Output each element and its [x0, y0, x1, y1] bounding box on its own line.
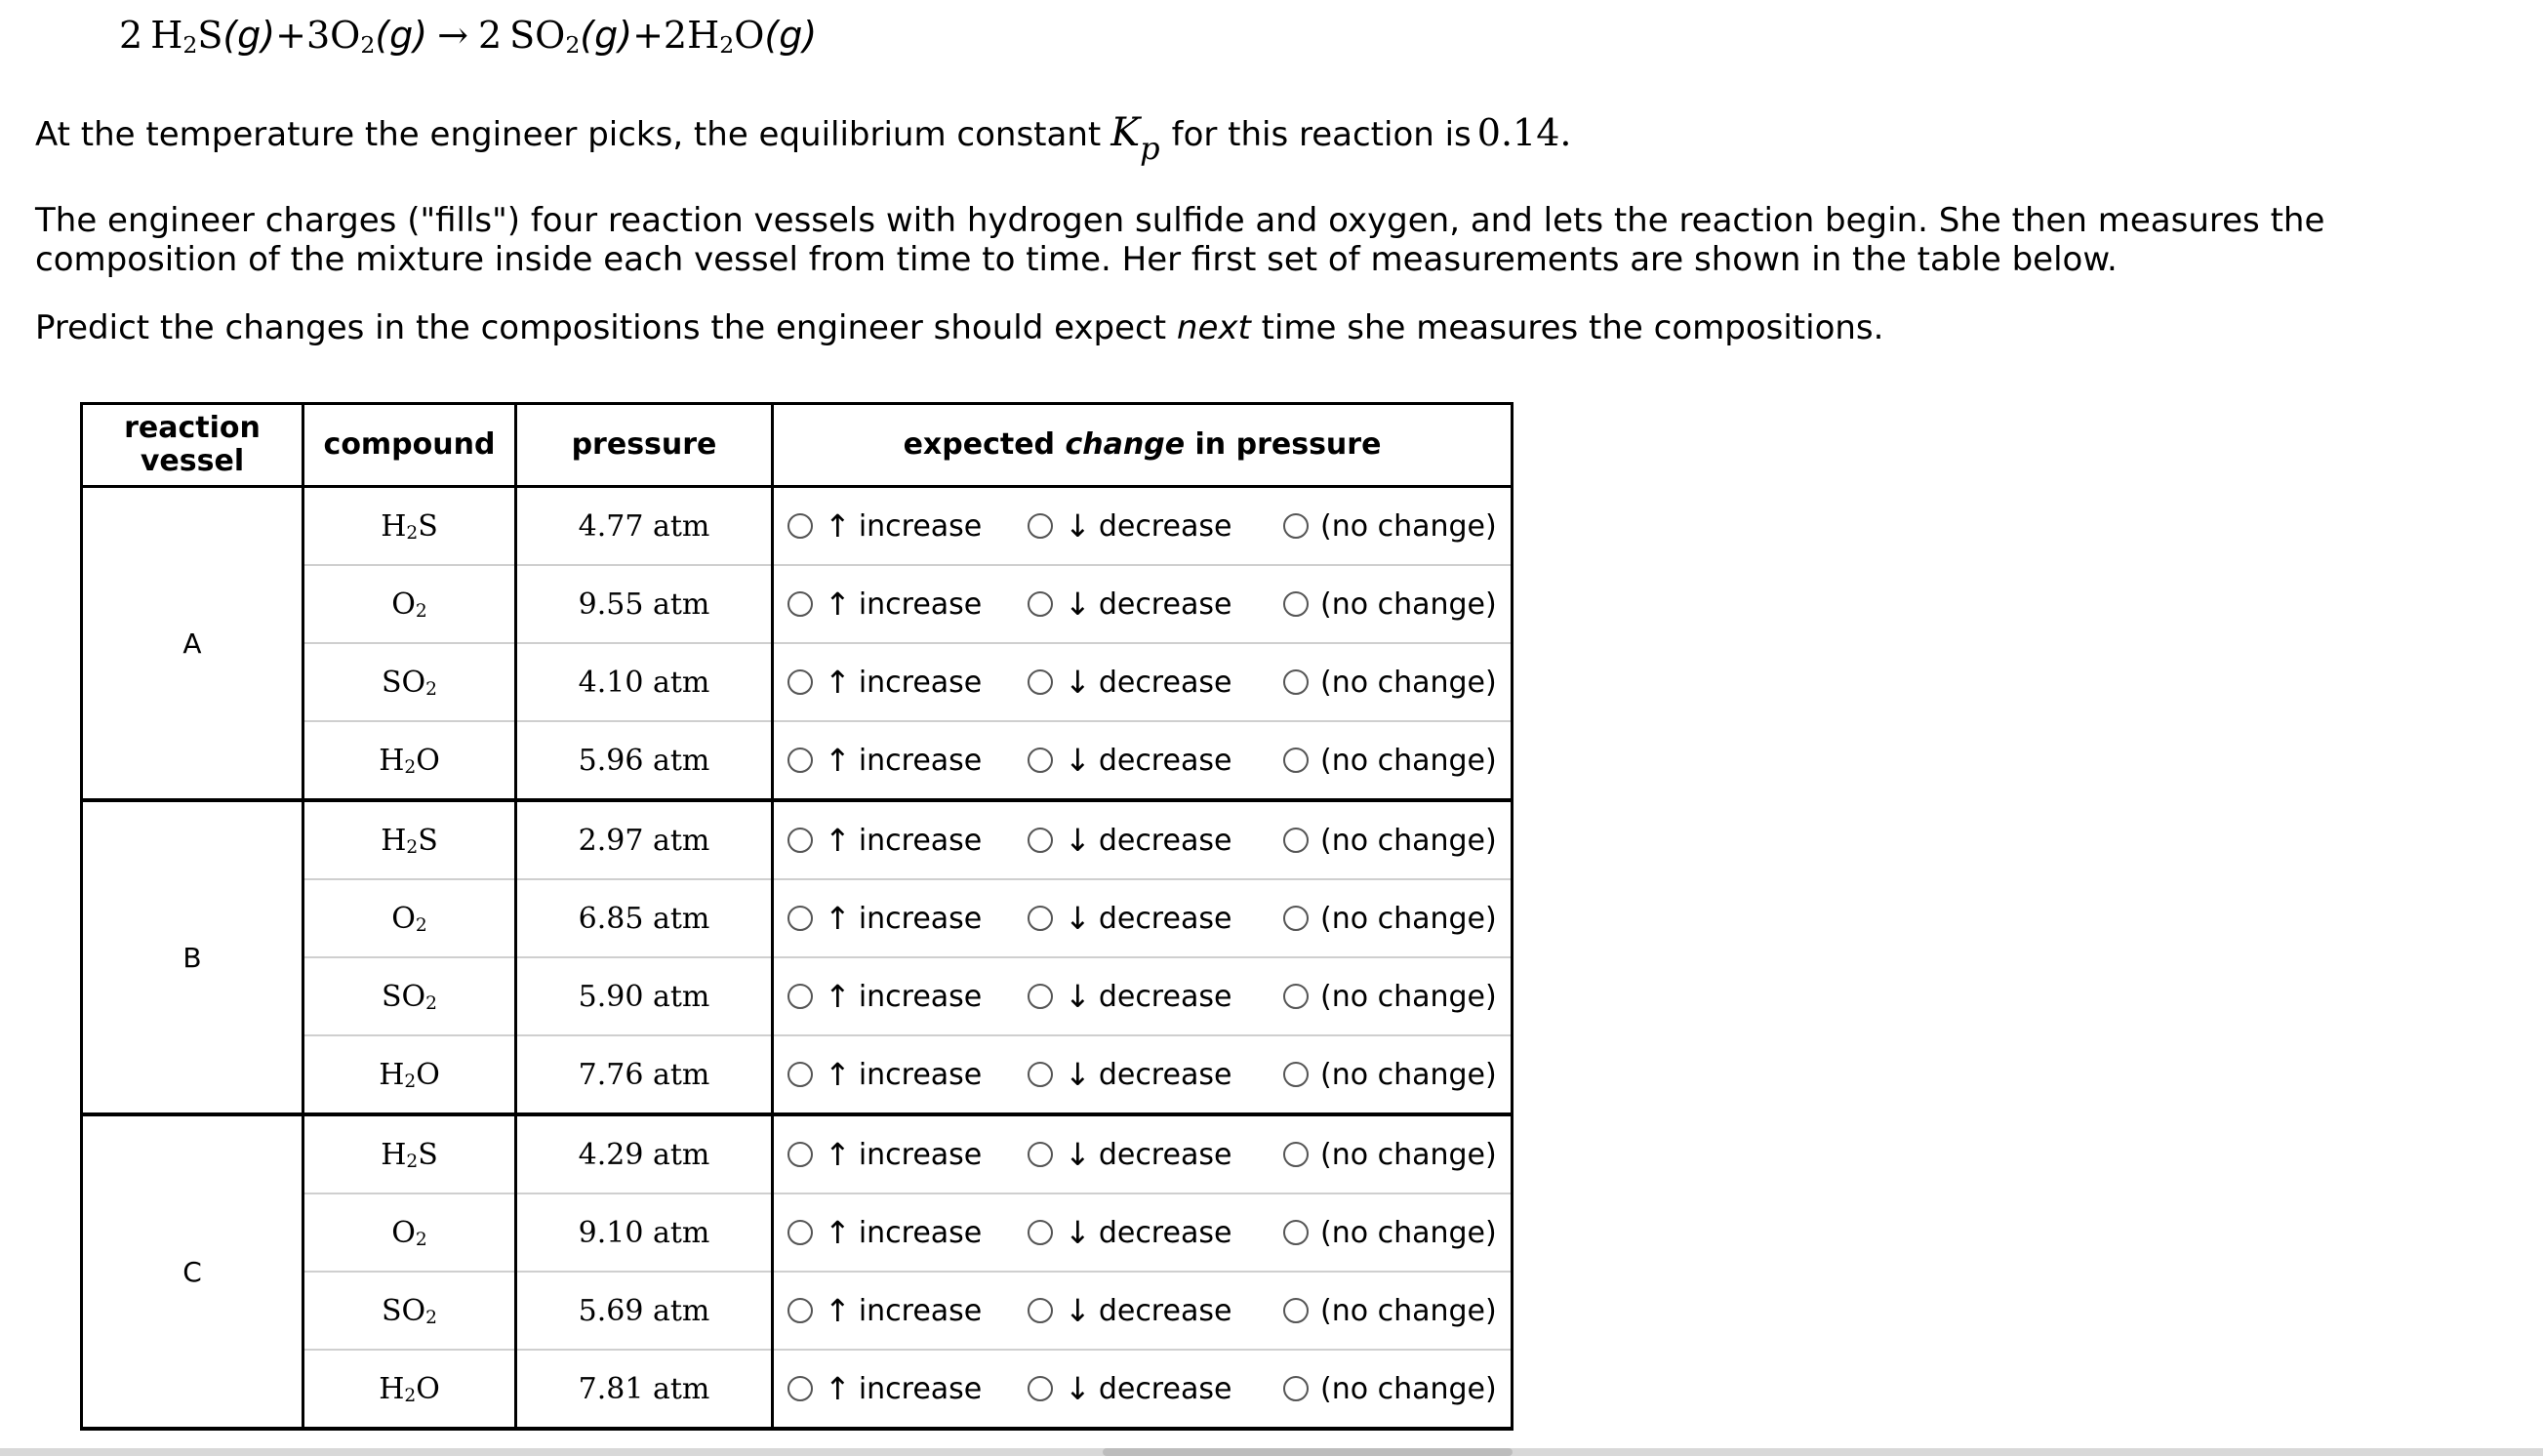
vessel-c-h2o-increase-option[interactable] — [787, 1370, 1028, 1407]
table-row — [82, 800, 1513, 879]
increase-label: increase — [858, 823, 983, 858]
up-arrow-icon: ↑ — [825, 1292, 851, 1329]
no-change-label: (no change) — [1320, 1371, 1497, 1406]
coef-o2: 3 — [305, 14, 331, 57]
down-arrow-icon: ↓ — [1065, 1056, 1091, 1093]
vessel-a-o2-decrease-option[interactable] — [1028, 586, 1283, 623]
no-change-label: (no change) — [1320, 1293, 1497, 1328]
change-choices — [773, 643, 1513, 721]
vessel-c-h2s-decrease-option[interactable] — [1028, 1136, 1283, 1173]
pressure-cell: 5.69 atm — [516, 1272, 773, 1350]
pressure-cell: 9.10 atm — [516, 1193, 773, 1272]
down-arrow-icon: ↓ — [1065, 507, 1091, 545]
vessel-c-o2-decrease-option[interactable] — [1028, 1214, 1283, 1251]
down-arrow-icon: ↓ — [1065, 900, 1091, 937]
vessel-c-h2s-no-change-option[interactable] — [1283, 1138, 1508, 1172]
state-h2s: (g) — [222, 14, 276, 57]
change-choices — [773, 800, 1513, 879]
vessel-b-h2o-no-change-option[interactable] — [1283, 1058, 1508, 1092]
no-change-label: (no change) — [1320, 979, 1497, 1014]
table-row — [82, 1114, 1513, 1193]
vessel-b-h2s-decrease-option[interactable] — [1028, 822, 1283, 859]
coef-h2o: 2 — [663, 14, 688, 57]
vessel-a-so2-decrease-option[interactable] — [1028, 664, 1283, 701]
kp-symbol: $K_p$ — [1110, 110, 1160, 168]
down-arrow-icon: ↓ — [1065, 664, 1091, 701]
vessel-label-a: A — [82, 487, 303, 801]
decrease-label: decrease — [1098, 1215, 1232, 1250]
vessel-c-so2-no-change-option[interactable] — [1283, 1294, 1508, 1328]
change-choices — [773, 565, 1513, 643]
vessel-c-h2o-no-change-option[interactable] — [1283, 1372, 1508, 1406]
horizontal-scrollbar[interactable] — [0, 1448, 2543, 1456]
coef-so2: 2 — [477, 14, 503, 57]
vessel-b-h2o-increase-option[interactable] — [787, 1056, 1028, 1093]
radio-button[interactable] — [1283, 1298, 1309, 1323]
vessel-label-b: B — [82, 800, 303, 1114]
radio-button[interactable] — [1283, 669, 1309, 695]
header-pressure: pressure — [516, 404, 773, 487]
increase-label: increase — [858, 1371, 983, 1406]
increase-label: increase — [858, 743, 983, 778]
no-change-label: (no change) — [1320, 1057, 1497, 1092]
vessel-b-o2-increase-option[interactable] — [787, 900, 1028, 937]
radio-button[interactable] — [1028, 1298, 1053, 1323]
radio-button[interactable] — [787, 1298, 813, 1323]
radio-button[interactable] — [1028, 1220, 1053, 1245]
compound-cell: $O_2$ — [303, 565, 516, 643]
radio-button[interactable] — [1028, 906, 1053, 931]
radio-button[interactable] — [1028, 748, 1053, 773]
radio-button[interactable] — [1028, 984, 1053, 1009]
down-arrow-icon: ↓ — [1065, 822, 1091, 859]
vessel-c-so2-decrease-option[interactable] — [1028, 1292, 1283, 1329]
down-arrow-icon: ↓ — [1065, 586, 1091, 623]
change-choices — [773, 487, 1513, 566]
vessel-a-so2-no-change-option[interactable] — [1283, 666, 1508, 700]
change-choices — [773, 1035, 1513, 1114]
pressure-cell: 7.76 atm — [516, 1035, 773, 1114]
fill-description: The engineer charges ("fills") four reaction vessels with hydrogen sulfide and oxygen, and lets the reaction begin. She then measures the composition of the mixture inside each vessel from time to time. Her first set of measurements are shown in the table below. — [35, 201, 2325, 279]
change-choices — [773, 1350, 1513, 1429]
header-compound: compound — [303, 404, 516, 487]
pressure-cell: 9.55 atm — [516, 565, 773, 643]
increase-label: increase — [858, 1057, 983, 1092]
compound-cell: $O_2$ — [303, 879, 516, 957]
compound-cell: $H_2S$ — [303, 487, 516, 566]
increase-label: increase — [858, 508, 983, 544]
reaction-equation — [119, 14, 817, 57]
vessel-a-h2o-increase-option[interactable] — [787, 742, 1028, 779]
decrease-label: decrease — [1098, 979, 1232, 1014]
radio-button[interactable] — [787, 748, 813, 773]
vessel-c-h2s-increase-option[interactable] — [787, 1136, 1028, 1173]
vessel-a-h2s-decrease-option[interactable] — [1028, 507, 1283, 545]
table-row — [82, 487, 1513, 566]
down-arrow-icon: ↓ — [1065, 1214, 1091, 1251]
vessel-b-h2s-increase-option[interactable] — [787, 822, 1028, 859]
radio-button[interactable] — [1283, 748, 1309, 773]
radio-button[interactable] — [787, 906, 813, 931]
pressure-cell: 4.77 atm — [516, 487, 773, 566]
radio-button[interactable] — [787, 513, 813, 539]
vessel-b-h2s-no-change-option[interactable] — [1283, 824, 1508, 858]
no-change-label: (no change) — [1320, 1215, 1497, 1250]
down-arrow-icon: ↓ — [1065, 742, 1091, 779]
no-change-label: (no change) — [1320, 901, 1497, 936]
compound-cell: $H_2O$ — [303, 1035, 516, 1114]
radio-button[interactable] — [1028, 1376, 1053, 1401]
change-choices — [773, 957, 1513, 1035]
up-arrow-icon: ↑ — [825, 664, 851, 701]
radio-button[interactable] — [787, 984, 813, 1009]
compound-cell: $H_2O$ — [303, 1350, 516, 1429]
decrease-label: decrease — [1098, 586, 1232, 622]
change-choices — [773, 1193, 1513, 1272]
vessel-a-h2o-decrease-option[interactable] — [1028, 742, 1283, 779]
radio-button[interactable] — [1028, 1062, 1053, 1087]
table-body — [82, 487, 1513, 1430]
no-change-label: (no change) — [1320, 743, 1497, 778]
radio-button[interactable] — [1283, 1376, 1309, 1401]
up-arrow-icon: ↑ — [825, 1056, 851, 1093]
reaction-arrow: → — [437, 14, 468, 57]
pressure-cell: 7.81 atm — [516, 1350, 773, 1429]
decrease-label: decrease — [1098, 823, 1232, 858]
radio-button[interactable] — [787, 1376, 813, 1401]
radio-button[interactable] — [1283, 828, 1309, 853]
vessel-c-o2-increase-option[interactable] — [787, 1214, 1028, 1251]
plus-1: + — [275, 14, 306, 57]
radio-button[interactable] — [1028, 513, 1053, 539]
decrease-label: decrease — [1098, 901, 1232, 936]
increase-label: increase — [858, 1137, 983, 1172]
no-change-label: (no change) — [1320, 586, 1497, 622]
compound-cell: $H_2O$ — [303, 721, 516, 800]
header-reaction-vessel: reaction vessel — [82, 404, 303, 487]
decrease-label: decrease — [1098, 1371, 1232, 1406]
vessel-b-o2-no-change-option[interactable] — [1283, 902, 1508, 936]
vessel-b-so2-no-change-option[interactable] — [1283, 980, 1508, 1014]
radio-button[interactable] — [787, 1220, 813, 1245]
radio-button[interactable] — [1283, 1142, 1309, 1167]
radio-button[interactable] — [1028, 1142, 1053, 1167]
state-so2: (g) — [580, 14, 633, 57]
radio-button[interactable] — [787, 669, 813, 695]
change-choices — [773, 1272, 1513, 1350]
change-choices — [773, 1114, 1513, 1193]
vessel-a-o2-increase-option[interactable] — [787, 586, 1028, 623]
radio-button[interactable] — [1283, 513, 1309, 539]
decrease-label: decrease — [1098, 1057, 1232, 1092]
decrease-label: decrease — [1098, 665, 1232, 700]
formula-h2s: $H_2S$ — [150, 14, 223, 59]
kp-statement: At the temperature the engineer picks, the equilibrium constant $K_p$ for this reaction is 0.14. — [35, 110, 1572, 168]
compound-cell: $SO_2$ — [303, 957, 516, 1035]
vessel-c-o2-no-change-option[interactable] — [1283, 1216, 1508, 1250]
vessel-a-h2s-no-change-option[interactable] — [1283, 509, 1508, 544]
radio-button[interactable] — [1028, 669, 1053, 695]
radio-button[interactable] — [1028, 591, 1053, 617]
composition-table — [80, 402, 1514, 1431]
decrease-label: decrease — [1098, 743, 1232, 778]
up-arrow-icon: ↑ — [825, 742, 851, 779]
plus-2: + — [632, 14, 664, 57]
state-h2o: (g) — [764, 14, 818, 57]
no-change-label: (no change) — [1320, 823, 1497, 858]
up-arrow-icon: ↑ — [825, 1136, 851, 1173]
formula-h2o: $H_2O$ — [687, 14, 765, 59]
pressure-cell: 4.10 atm — [516, 643, 773, 721]
radio-button[interactable] — [1283, 591, 1309, 617]
compound-cell: $H_2S$ — [303, 800, 516, 879]
vessel-a-o2-no-change-option[interactable] — [1283, 587, 1508, 622]
pressure-cell: 5.90 atm — [516, 957, 773, 1035]
formula-so2: $SO_2$ — [509, 14, 581, 59]
radio-button[interactable] — [787, 591, 813, 617]
scrollbar-thumb[interactable] — [1103, 1448, 1513, 1456]
radio-button[interactable] — [787, 1142, 813, 1167]
vessel-c-so2-increase-option[interactable] — [787, 1292, 1028, 1329]
decrease-label: decrease — [1098, 1293, 1232, 1328]
radio-button[interactable] — [787, 1062, 813, 1087]
no-change-label: (no change) — [1320, 665, 1497, 700]
vessel-b-o2-decrease-option[interactable] — [1028, 900, 1283, 937]
up-arrow-icon: ↑ — [825, 900, 851, 937]
up-arrow-icon: ↑ — [825, 822, 851, 859]
radio-button[interactable] — [1283, 1062, 1309, 1087]
decrease-label: decrease — [1098, 508, 1232, 544]
pressure-cell: 4.29 atm — [516, 1114, 773, 1193]
kp-value: 0.14. — [1476, 111, 1572, 154]
change-choices — [773, 721, 1513, 800]
increase-label: increase — [858, 586, 983, 622]
increase-label: increase — [858, 901, 983, 936]
radio-button[interactable] — [787, 828, 813, 853]
table-header-row — [82, 404, 1513, 487]
state-o2: (g) — [375, 14, 428, 57]
radio-button[interactable] — [1283, 906, 1309, 931]
header-expected-change: expected change in pressure — [773, 404, 1513, 487]
pressure-cell: 5.96 atm — [516, 721, 773, 800]
compound-cell: $O_2$ — [303, 1193, 516, 1272]
vessel-b-h2o-decrease-option[interactable] — [1028, 1056, 1283, 1093]
vessel-a-h2s-increase-option[interactable] — [787, 507, 1028, 545]
no-change-label: (no change) — [1320, 508, 1497, 544]
increase-label: increase — [858, 979, 983, 1014]
formula-o2: $O_2$ — [330, 14, 376, 59]
down-arrow-icon: ↓ — [1065, 1136, 1091, 1173]
radio-button[interactable] — [1283, 1220, 1309, 1245]
up-arrow-icon: ↑ — [825, 586, 851, 623]
up-arrow-icon: ↑ — [825, 978, 851, 1015]
prediction-prompt: Predict the changes in the compositions the engineer should expect next time she measures the compositions. — [35, 308, 1884, 347]
compound-cell: $H_2S$ — [303, 1114, 516, 1193]
down-arrow-icon: ↓ — [1065, 1292, 1091, 1329]
change-choices — [773, 879, 1513, 957]
vessel-a-h2o-no-change-option[interactable] — [1283, 744, 1508, 778]
increase-label: increase — [858, 1215, 983, 1250]
coef-h2s: 2 — [119, 14, 143, 57]
down-arrow-icon: ↓ — [1065, 978, 1091, 1015]
vessel-c-h2o-decrease-option[interactable] — [1028, 1370, 1283, 1407]
compound-cell: $SO_2$ — [303, 1272, 516, 1350]
vessel-b-so2-decrease-option[interactable] — [1028, 978, 1283, 1015]
up-arrow-icon: ↑ — [825, 1214, 851, 1251]
pressure-cell: 6.85 atm — [516, 879, 773, 957]
no-change-label: (no change) — [1320, 1137, 1497, 1172]
compound-cell: $SO_2$ — [303, 643, 516, 721]
pressure-cell: 2.97 atm — [516, 800, 773, 879]
radio-button[interactable] — [1028, 828, 1053, 853]
vessel-label-c: C — [82, 1114, 303, 1429]
increase-label: increase — [858, 1293, 983, 1328]
decrease-label: decrease — [1098, 1137, 1232, 1172]
vessel-b-so2-increase-option[interactable] — [787, 978, 1028, 1015]
up-arrow-icon: ↑ — [825, 1370, 851, 1407]
up-arrow-icon: ↑ — [825, 507, 851, 545]
radio-button[interactable] — [1283, 984, 1309, 1009]
vessel-a-so2-increase-option[interactable] — [787, 664, 1028, 701]
increase-label: increase — [858, 665, 983, 700]
down-arrow-icon: ↓ — [1065, 1370, 1091, 1407]
